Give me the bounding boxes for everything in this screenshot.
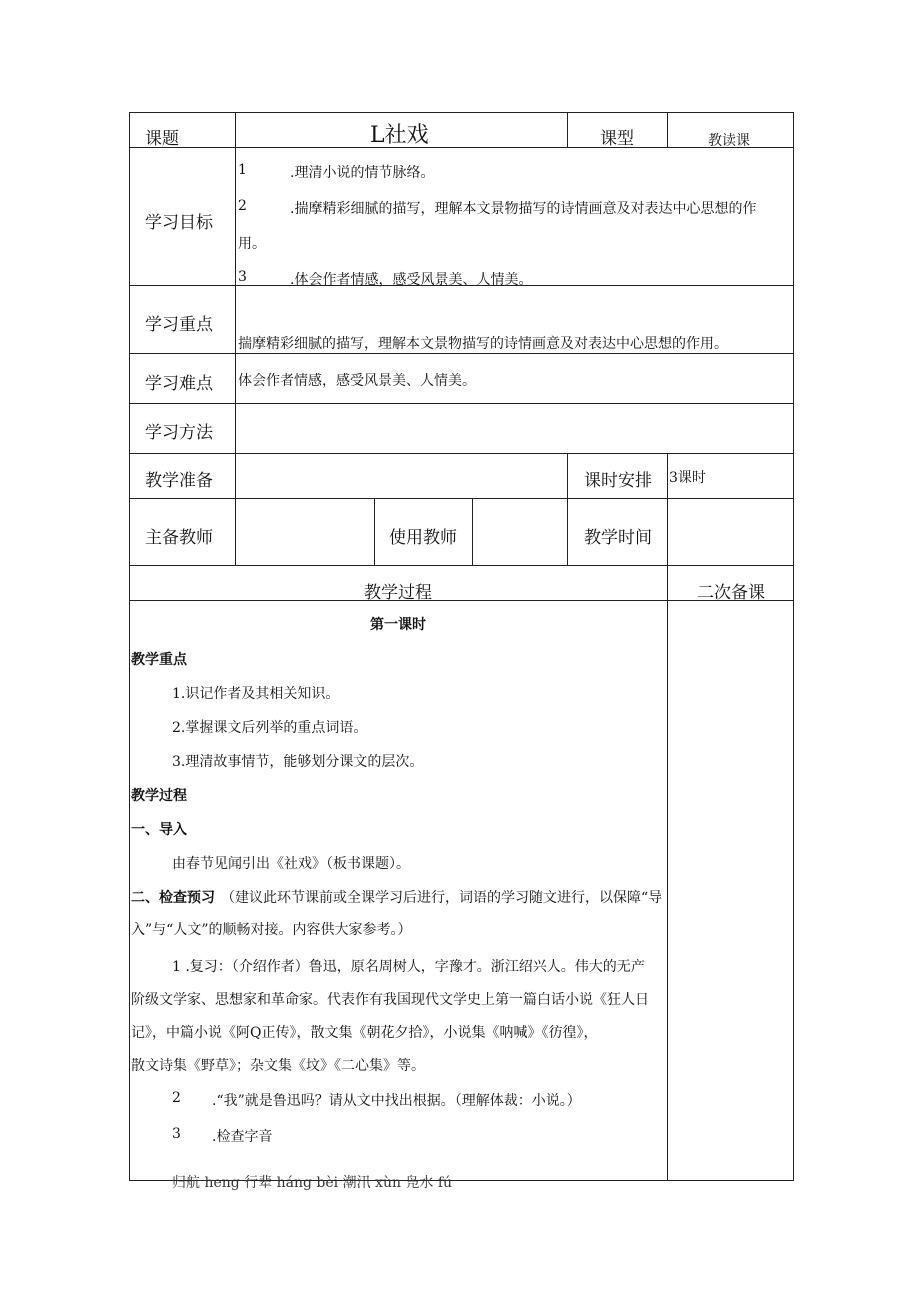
goal-3-text: .体会作者情感，感受风景美、人情美。 [290,272,533,288]
method-label: 学习方法 [145,423,213,443]
review-line: 记》，中篇小说《阿Q正传》，散文集《朝花夕拾》，小说集《呐喊》《彷徨》， [131,1025,598,1041]
type-value: 教读课 [708,133,750,149]
goal-3-num: 3 [238,269,247,285]
use-teacher-label: 使用教师 [389,528,457,548]
process-heading: 教学过程 [131,788,187,804]
process-header: 教学过程 [364,583,432,603]
q3-text: .检查字音 [212,1129,273,1145]
goal-1-text: .理清小说的情节脉络。 [290,165,435,181]
teaching-time-label: 教学时间 [584,528,652,548]
goals-label: 学习目标 [145,213,213,233]
goal-1-num: 1 [238,162,247,178]
q2-num: 2 [172,1090,181,1106]
second-prep-header: 二次备课 [697,583,765,603]
section2-line1: （建议此环节课前或全课学习后进行，词语的学习随文进行，以保障“导 [221,890,663,906]
goal-2-num: 2 [238,198,247,214]
key-points-label: 学习重点 [145,315,213,335]
review-line: 1 .复习：（介绍作者）鲁迅，原名周树人，字豫才。浙江绍兴人。伟大的无产 [172,959,645,975]
focus-item: 1.识记作者及其相关知识。 [172,686,340,702]
focus-item: 2.掌握课文后列举的重点词语。 [172,720,368,736]
review-line: 散文诗集《野草》；杂文集《坟》《二心集》等。 [131,1058,425,1074]
type-label: 课型 [600,129,634,149]
topic-value: L社戏 [370,123,429,148]
difficulties-text: 体会作者情感，感受风景美、人情美。 [238,373,476,389]
main-teacher-label: 主备教师 [145,528,213,548]
difficulties-label: 学习难点 [145,374,213,394]
section1-text: 由春节见闻引出《社戏》（板书课题）。 [172,856,410,872]
section2-heading: 二、检查预习 [131,890,215,906]
lesson-title: 第一课时 [370,617,426,633]
prep-label: 教学准备 [145,471,213,491]
focus-item: 3.理清故事情节，能够划分课文的层次。 [172,754,424,770]
schedule-value: 3课时 [669,470,706,486]
topic-label: 课题 [145,129,179,149]
schedule-label: 课时安排 [584,471,652,491]
cut-off-line-clip [131,1172,661,1191]
section1-heading: 一、导入 [131,822,187,838]
goal-2-text: .揣摩精彩细腻的描写，理解本文景物描写的诗情画意及对表达中心思想的作 [290,201,757,217]
section2-line2: 入”与“人文”的顺畅对接。内容供大家参考。） [131,922,412,938]
goal-2-cont: 用。 [238,236,266,252]
q2-text: .“我”就是鲁迅吗？请从文中找出根据。（理解体裁：小说。） [212,1093,581,1109]
key-points-text: 揣摩精彩细腻的描写，理解本文景物描写的诗情画意及对表达中心思想的作用。 [238,336,728,352]
focus-heading: 教学重点 [131,652,187,668]
cut-off-line: 归航 heng 行辈 háng bèi 潮汛 xùn 凫水 fú [172,1175,453,1191]
review-line: 阶级文学家、思想家和革命家。代表作有我国现代文学史上第一篇白话小说《狂人日 [131,992,649,1008]
q3-num: 3 [172,1126,181,1142]
